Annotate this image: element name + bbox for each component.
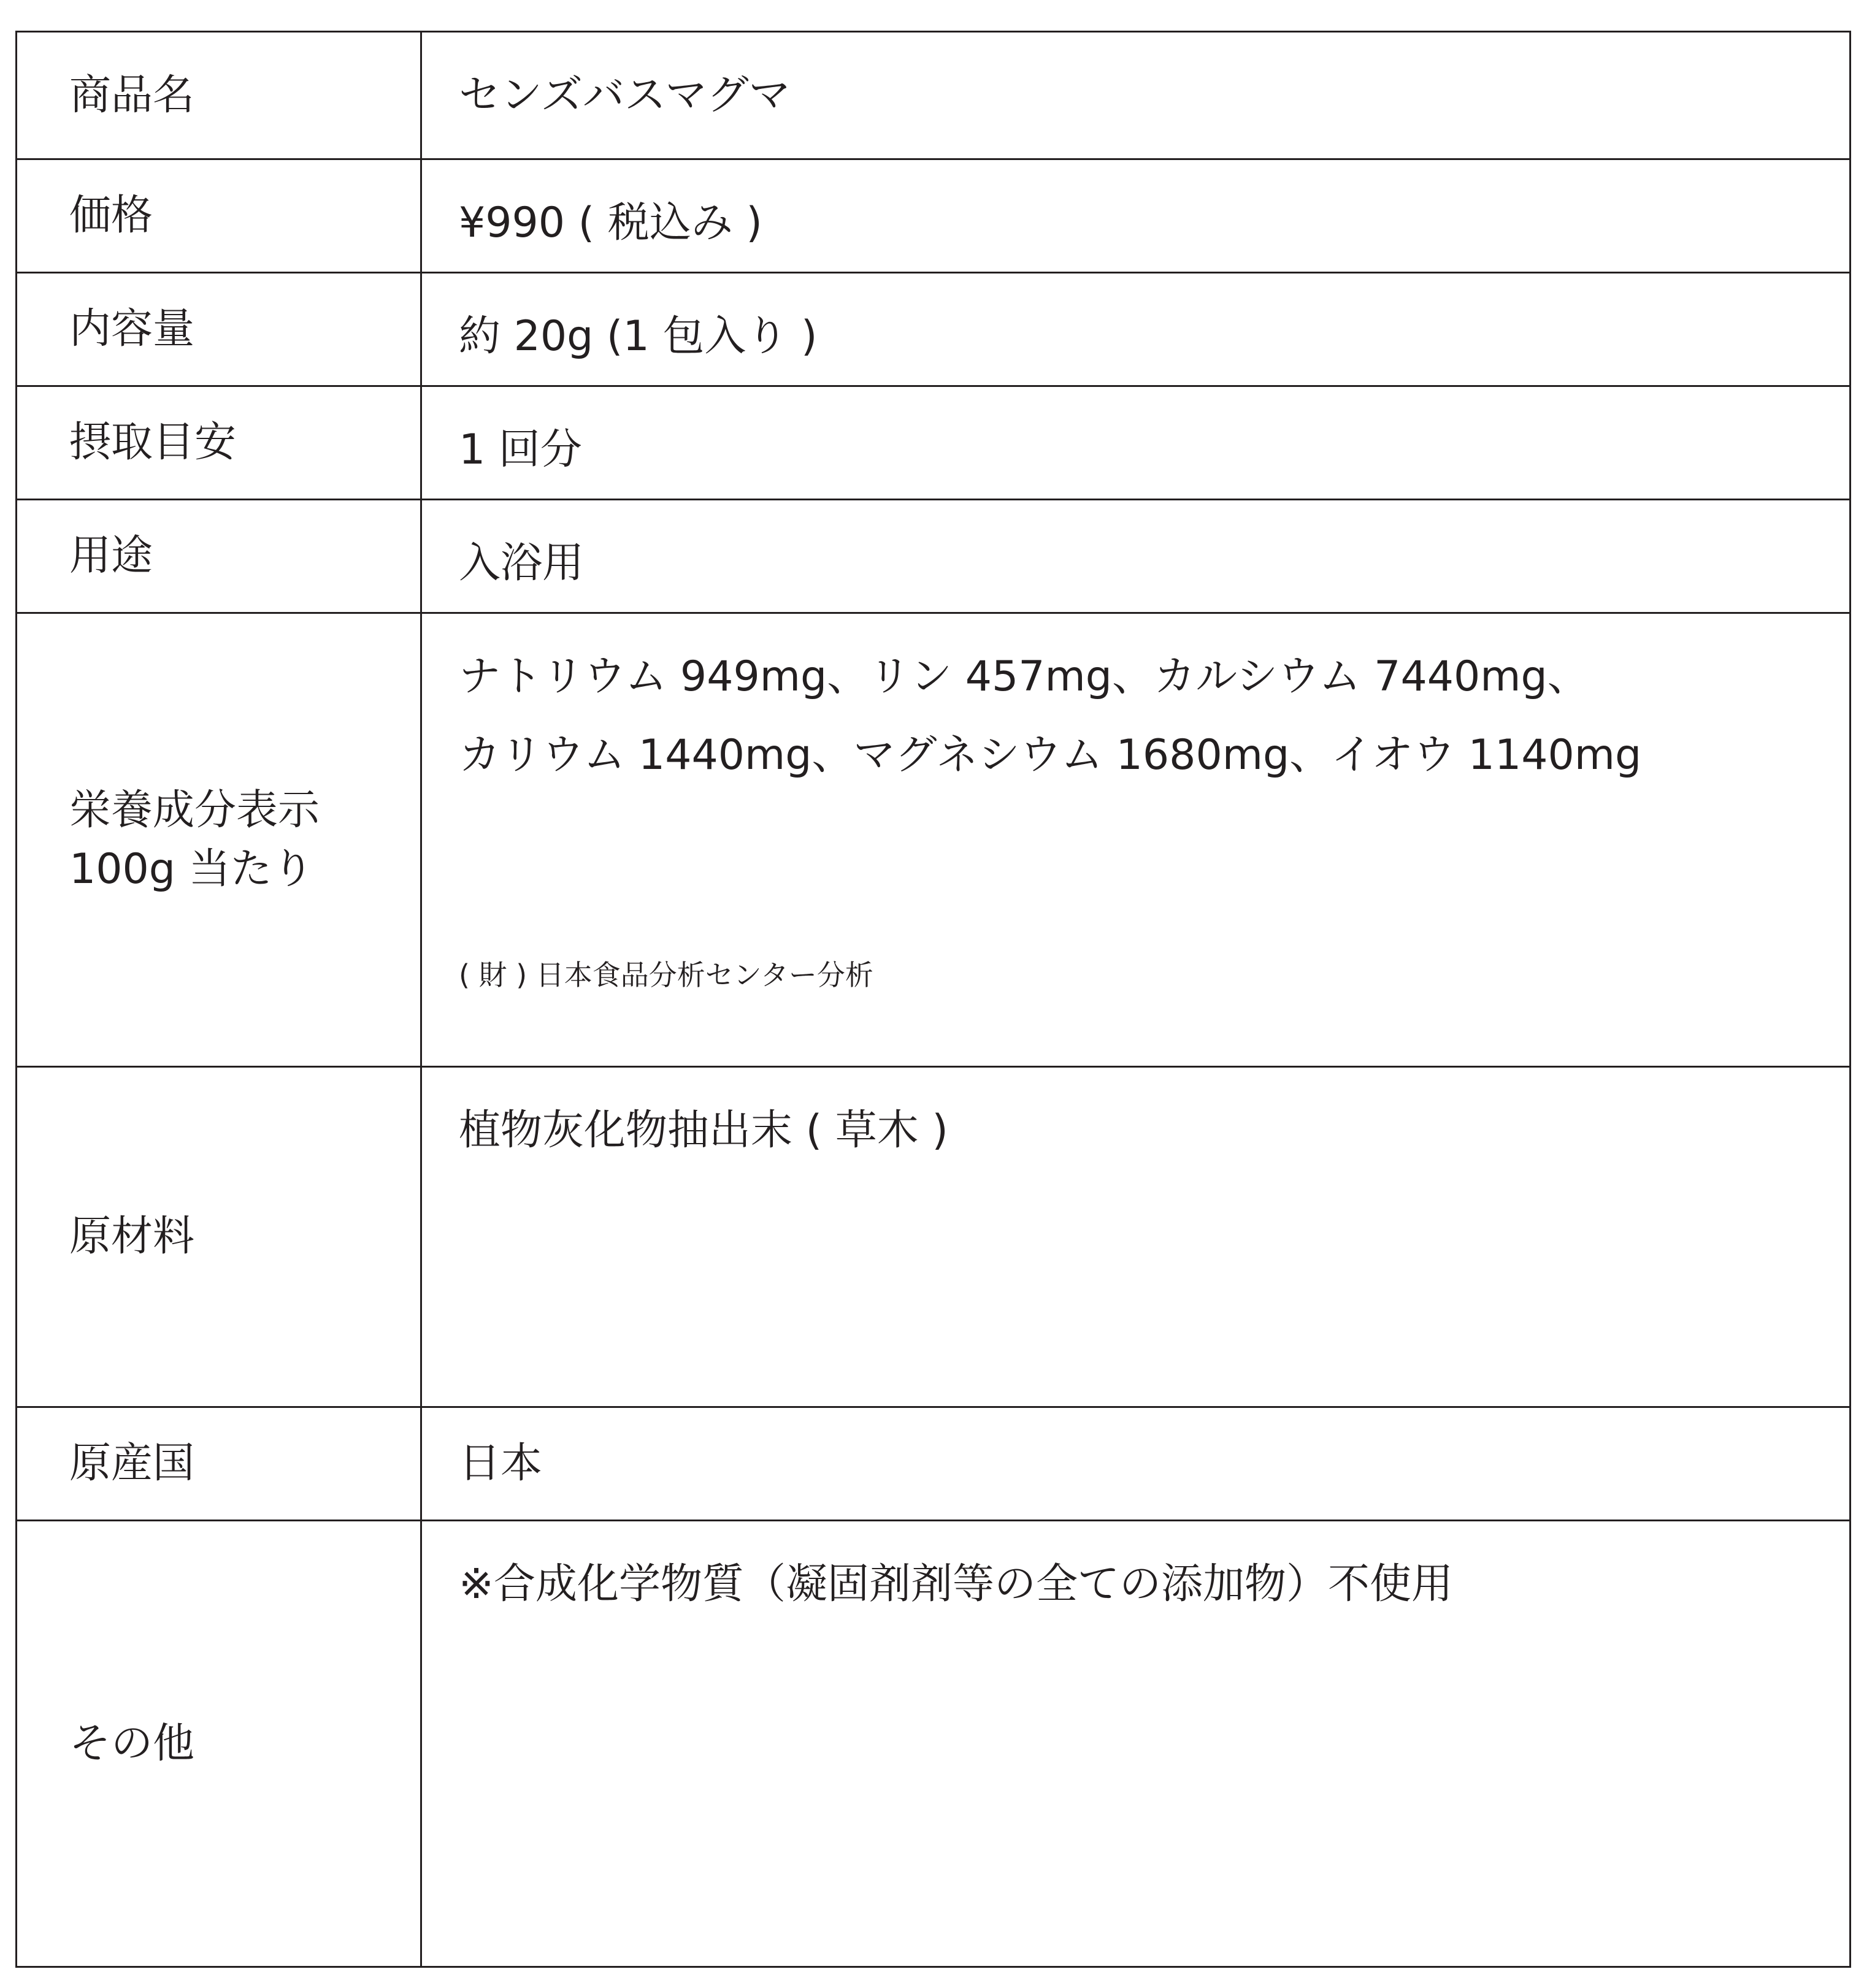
row-usage (17, 500, 1851, 613)
row-price (17, 159, 1851, 273)
usage-label-cell (17, 500, 421, 613)
price-label-cell (17, 159, 421, 273)
product-name-value-cell (421, 32, 1851, 159)
other-value-cell (421, 1521, 1851, 1967)
origin-label-cell (17, 1407, 421, 1521)
content-amount-value-cell (421, 273, 1851, 386)
usage-value: 入浴用 (459, 539, 585, 587)
usage-value-cell (421, 500, 1851, 613)
row-ingredients (17, 1067, 1851, 1407)
nutrition-label-line-2: 100g 当たり (69, 844, 314, 893)
product-name-label-cell (17, 32, 421, 159)
ingredients-value: 植物灰化物抽出末 ( 草木 ) (459, 1106, 948, 1155)
row-content-amount (17, 273, 1851, 386)
content-amount-label-cell (17, 273, 421, 386)
nutrition-value-line-2: カリウム 1440mg、マグネシウム 1680mg、イオウ 1140mg (459, 731, 1642, 779)
row-product-name (17, 32, 1851, 159)
nutrition-value-line-1: ナトリウム 949mg、リン 457mg、カルシウム 7440mg、 (459, 652, 1589, 701)
row-nutrition (17, 613, 1851, 1067)
product-spec-table (15, 31, 1851, 1968)
nutrition-value-cell (421, 613, 1851, 1067)
origin-value: 日本 (459, 1439, 543, 1488)
price-label: 価格 (69, 191, 153, 240)
intake-guide-value-cell (421, 386, 1851, 500)
product-name-label: 商品名 (69, 71, 195, 120)
nutrition-label-line-1: 栄養成分表示 (69, 786, 320, 835)
nutrition-analysis-note: ( 財 ) 日本食品分析センター分析 (459, 958, 873, 992)
other-label: その他 (69, 1719, 195, 1768)
other-label-cell (17, 1521, 421, 1967)
row-intake-guide (17, 386, 1851, 500)
ingredients-label: 原材料 (69, 1212, 195, 1261)
row-origin (17, 1407, 1851, 1521)
price-value: ¥990 ( 税込み ) (459, 199, 762, 247)
content-amount-label: 内容量 (69, 305, 195, 353)
intake-guide-value: 1 回分 (459, 426, 582, 474)
product-name-value: センズバスマグマ (459, 71, 791, 120)
price-value-cell (421, 159, 1851, 273)
ingredients-value-cell (421, 1067, 1851, 1407)
intake-guide-label-cell (17, 386, 421, 500)
intake-guide-label: 摂取目安 (69, 418, 237, 467)
ingredients-label-cell (17, 1067, 421, 1407)
content-amount-value: 約 20g (1 包入り ) (459, 312, 818, 361)
origin-value-cell (421, 1407, 1851, 1521)
origin-label: 原産国 (69, 1439, 195, 1488)
other-value: ※合成化学物質（凝固剤剤等の全ての添加物）不使用 (459, 1560, 1453, 1608)
row-other (17, 1521, 1851, 1967)
usage-label: 用途 (69, 532, 153, 580)
nutrition-label-cell (17, 613, 421, 1067)
